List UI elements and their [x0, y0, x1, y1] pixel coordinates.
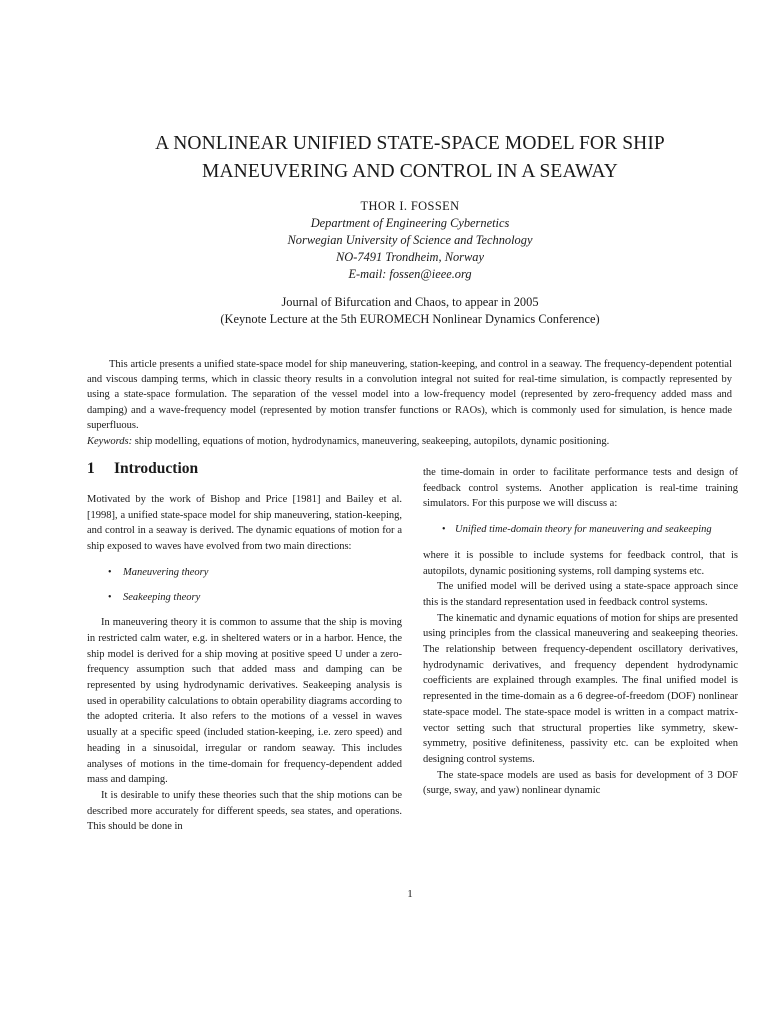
journal-line: Journal of Bifurcation and Chaos, to appear in 2005 — [281, 295, 539, 309]
unified-theory-list — [423, 522, 738, 538]
list-item — [423, 522, 738, 538]
keywords-label: Keywords: — [87, 436, 133, 447]
keywords — [87, 434, 742, 449]
author-block — [150, 198, 670, 283]
author-address: NO-7491 Trondheim, Norway — [336, 250, 484, 264]
section-title: Introduction — [114, 460, 199, 477]
bullet-icon: • — [108, 591, 112, 603]
author-email: E-mail: fossen@ieee.org — [348, 267, 472, 281]
intro-paragraph-1: Motivated by the work of Bishop and Price [1981] and Bailey et al. [1998], a unified state-space model for ship maneuvering, station-keeping, and control in a seaway is derived. The dynamic equations of motion for a ship exposed to waves have evolved from two main directions: — [87, 494, 402, 553]
right-paragraph-4: The kinematic and dynamic equations of motion for ships are presented using principles from the classical maneuvering and seakeeping theories. The relationship between frequency-dependent oscillatory derivatives, hydrodynamic derivatives, and frequency dependent hydrodynamic coefficients are explained through examples. The final unified model is represented in the time-domain as a 6 degree-of-freedom (DOF) nonlinear state-space model. The state-space model is written in a compact matrix-vector setting such that structural properties like symmetry, skew-symmetry, positive definiteness, passivity etc. can be exploited when designing control systems. — [423, 612, 738, 765]
publication-info — [150, 294, 670, 328]
section-number: 1 — [87, 460, 95, 477]
list-item-label: Unified time-domain theory for maneuvering and seakeeping — [455, 524, 712, 536]
author-university: Norwegian University of Science and Technology — [287, 233, 533, 247]
right-paragraph-3: The unified model will be derived using a state-space approach since this is the standard representation used in feedback control systems. — [423, 581, 738, 608]
intro-paragraph-3: It is desirable to unify these theories such that the ship motions can be described more accurately for different speeds, sea states, and operations. This should be done in — [87, 789, 402, 833]
abstract — [87, 357, 732, 433]
keywords-text: ship modelling, equations of motion, hydrodynamics, maneuvering, seakeeping, autopilots, dynamic positioning. — [134, 436, 610, 447]
list-item — [87, 590, 402, 606]
author-department: Department of Engineering Cybernetics — [310, 216, 510, 230]
theory-list — [87, 565, 402, 605]
title-line-1: A NONLINEAR UNIFIED STATE-SPACE MODEL FOR SHIP — [155, 133, 665, 154]
bullet-icon: • — [108, 566, 112, 578]
paper-title — [80, 130, 740, 186]
list-item — [87, 565, 402, 581]
conference-note: (Keynote Lecture at the 5th EUROMECH Nonlinear Dynamics Conference) — [220, 312, 600, 326]
list-item-label: Maneuvering theory — [123, 566, 209, 578]
page-number: 1 — [407, 888, 413, 900]
right-paragraph-1: the time-domain in order to facilitate performance tests and design of feedback control systems. Another application is real-time training simulators. For this purpose we will discuss a: — [423, 467, 738, 510]
intro-paragraph-2: In maneuvering theory it is common to assume that the ship is moving in restricted calm water, e.g. in sheltered waters or in a harbor. Hence, the ship model is derived for a ship moving at positive speed U under a zero-frequency assumption such that added mass and damping can be represented by using hydrodynamic derivatives. Seakeeping analysis is used in operability calculations to obtain operability diagrams according to the adopted criteria. It also refers to the motions of a vessel in waves usually at a specific speed (included station-keeping, i.e. zero speed) and heading in a sinusoidal, irregular or random seaway. This includes analyses of motions in the time-domain for frequency-dependent added mass and damping. — [87, 617, 402, 786]
author-name: THOR I. FOSSEN — [360, 199, 460, 213]
list-item-label: Seakeeping theory — [123, 591, 201, 603]
left-column — [87, 458, 402, 835]
abstract-text: This article presents a unified state-space model for ship maneuvering, station-keeping, and control in a seaway. The frequency-dependent potential and viscous damping terms, which in classic theory results in a convolution integral not suited for real-time simulation, is compactly represented by using a state-space formulation. The separation of the vessel model into a low-frequency model (represented by zero-frequency added mass and damping) and a wave-frequency model (represented by motion transfer functions or RAOs), which is commonly used for simulation, is hence made superfluous. — [87, 359, 732, 431]
right-paragraph-2: where it is possible to include systems for feedback control, that is autopilots, dynamic positioning systems, roll damping systems etc. — [423, 549, 738, 577]
right-column — [423, 465, 738, 799]
section-heading — [87, 458, 402, 480]
bullet-icon: • — [442, 524, 446, 536]
right-paragraph-5: The state-space models are used as basis for development of 3 DOF (surge, sway, and yaw) nonlinear dynamic — [423, 769, 738, 797]
title-line-2: MANEUVERING AND CONTROL IN A SEAWAY — [202, 161, 618, 182]
